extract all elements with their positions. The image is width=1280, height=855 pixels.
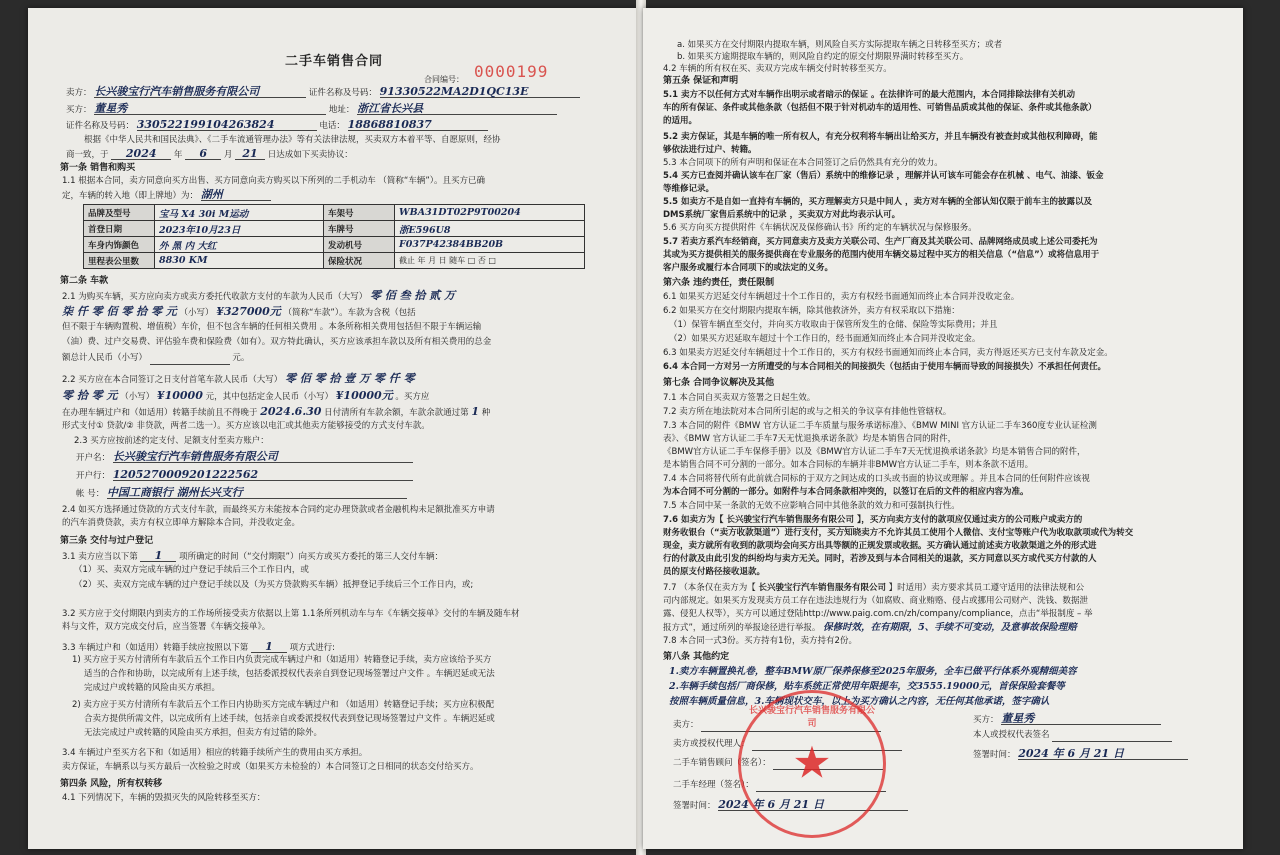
balance-deadline-label: 在办理车辆过户和（如适用）转籍手续前且不得晚于 <box>62 408 258 418</box>
payment-method-value: 1 <box>471 405 480 418</box>
deposit-label: 元，其中包括定金人民币（小写） <box>205 392 334 402</box>
account-number-value: 中国工商银行 湖州长兴支行 <box>107 487 407 499</box>
plate-value: 浙E596U8 <box>395 221 585 237</box>
contract-number-label: 合同编号： <box>424 75 464 84</box>
table-row <box>84 221 585 237</box>
section-7-heading: 第七条 合同争议解决及其他 <box>663 378 775 388</box>
clause-5-1-line-1: 5.1 卖方不以任何方式对车辆作出明示或者暗示的保证 。在法律许可的最大范围内，本合同排除法律有关机动 <box>663 90 1075 100</box>
price-lower-value: ¥327000元 <box>216 305 281 318</box>
clause-4-2: 4.2 车辆的所有权在买、卖双方完成车辆交付时转移至买方。 <box>663 64 892 74</box>
clause-2-1-line-1 <box>62 290 455 303</box>
seal-star-icon: ★ <box>792 737 832 789</box>
clause-3-3-1-line-1: 1) 买方应于买方付清所有车款后五个工作日内负责完成车辆过户和（如适用）转籍登记手续，卖方应该给予买方 <box>72 655 492 665</box>
account-name-row <box>76 451 413 464</box>
other-terms-line-2: 2.车辆手续包括厂商保修，贴车系统正常使用年限提车，交3555.19000元，首保保险套餐等 <box>669 681 1065 692</box>
clause-2-1-text-3: 但不限于车辆购置税、增值税）车价，但不包含车辆的任何相关费用 <box>62 322 318 332</box>
clause-7-4-line-2: 为本合同不可分割的一部分。如附件与本合同条款相冲突的，以签订在后的文件的相应内容为准。 <box>663 487 1029 497</box>
contract-number: 0000199 <box>474 62 549 81</box>
intro-day: 21 <box>235 148 265 160</box>
vin-key: 车架号 <box>324 205 395 221</box>
clause-7-6-line-5: 员的原支付路径接收退款。 <box>663 567 766 577</box>
other-terms-line-1: 1.卖方车辆置换礼卷，整车BMW原厂保养保修至2025年服务，全车已做平行体系外观精细美容 <box>669 666 1077 677</box>
clause-5-7-line-1: 5.7 若卖方系汽车经销商，买方同意卖方及卖方关联公司、生产厂商及其关联公司、品牌网络成员或上述公司委托为 <box>663 237 1098 247</box>
phone-value: 18868810837 <box>348 119 488 131</box>
balance-deadline-value: 2024.6.30 <box>260 405 322 418</box>
clause-3-1-option-2: （2）买、卖双方完成车辆的过户登记手续以及（为买方贷款购买车辆）抵押登记手续后三个工作日内，或; <box>74 580 474 590</box>
contract-page-right <box>643 8 1243 849</box>
insurance-key: 保险状况 <box>324 253 395 269</box>
seller-rep-label: 卖方或授权代理人： <box>673 739 750 749</box>
table-row <box>84 237 585 253</box>
reg-date-value: 2023年10月23日 <box>155 221 324 237</box>
buyer-date-row <box>973 748 1188 761</box>
clause-2-1-line-3 <box>62 322 481 333</box>
intro-prefix: 商一致，于 <box>66 150 109 160</box>
clause-7-1: 7.1 本合同自买卖双方签署之日起生效。 <box>663 393 816 403</box>
clause-2-1-line-2 <box>62 306 416 319</box>
deposit-value: ¥10000元 <box>335 389 393 402</box>
section-3-heading: 第三条 交付与过户登记 <box>60 536 154 546</box>
mileage-value: 8830 KM <box>155 253 324 269</box>
model-value: 宝马 X4 30i M运动 <box>155 205 324 221</box>
seller-label: 卖方： <box>66 88 92 98</box>
section-4-heading: 第四条 风险，所有权转移 <box>60 779 163 789</box>
clause-7-4-line-1: 7.4 本合同将替代所有此前就合同标的于双方之间达成的口头或书面的协议或理解 。并且本合同的任何附件应该视 <box>663 474 1090 484</box>
phone-label: 电话： <box>319 121 345 131</box>
clause-7-7-line-2: 司内部规定。如果买方发现卖方员工存在违法违规行为（如腐败、商业贿赂、侵占或挪用公司财产、洗钱、数据泄 <box>663 596 1089 606</box>
clause-2-1-line-4: （油）费、过户交易费、评估验车费和保险费（如有）。双方特此确认，买方应该承担车款以及所有相关费用的总金 <box>62 337 492 347</box>
clause-7-3-line-3: 《BMW官方认证二手车保修手册》以及《BMW官方认证二手车7天无忧退换承诺条款》均是本销售合同的附件， <box>663 447 1086 457</box>
clause-5-4-line-1: 5.4 买方已查阅并确认该车在厂家（售后）系统中的维修记录 ，理解并认可该车可能会存在机械 、电气、油漆、钣金 <box>663 171 1104 181</box>
seller-row <box>66 86 580 99</box>
clause-7-2: 7.2 卖方所在地法院对本合同所引起的或与之相关的争议享有排他性管辖权。 <box>663 407 952 417</box>
clause-2-1-line-5 <box>62 353 249 365</box>
clause-7-8: 7.8 本合同一式3份。买方持有1份，卖方持有2份。 <box>663 636 857 646</box>
clause-5-1-line-2: 车的所有保证、条件或其他条款（包括但不限于针对机动车的适用性、可销售品质或其他的保证、条件或其他条款） <box>663 103 1097 113</box>
clause-6-1: 6.1 如果买方迟延交付车辆超过十个工作日的，卖方有权经书面通知而终止本合同并没收定金。 <box>663 292 1020 302</box>
clause-4-1: 4.1 下列情况下，车辆的毁损灭失的风险转移至买方： <box>62 793 266 803</box>
intro-month: 6 <box>185 148 221 160</box>
clause-7-7-handwritten-note: 保修时效，在有期限，5、手续不可变动，及意事故保险理赔 <box>823 622 1077 633</box>
address-value: 浙江省长兴县 <box>357 103 557 115</box>
account-number-row <box>76 487 407 500</box>
clause-3-3-2-line-1: 2) 卖方应于买方付清所有车款后五个工作日内协助买方完成车辆过户和 （如适用）转籍登记手续；买方应积极配 <box>72 700 495 710</box>
clause-6-2-2: （2）如果买方迟延取车超过十个工作日的，经书面通知而终止本合同并没收定金。 <box>669 334 981 344</box>
clause-2-2-line-2 <box>62 390 429 403</box>
table-row <box>84 253 585 269</box>
buyer-row <box>66 103 557 116</box>
price-suffix: （简称“车款”）。车款为含税（包括 <box>283 308 416 318</box>
clause-5-5-line-2: DMS系统厂家售后系统中的记录 ，买卖双方对此均表示认可。 <box>663 210 901 220</box>
seller-date-value: 2024 年 6 月 21 日 <box>718 799 908 811</box>
engine-value: F037P42384BB20B <box>395 237 585 253</box>
clause-3-3-prefix: 3.3 车辆过户和（如适用）转籍手续应按照以下第 <box>62 643 249 653</box>
clause-5-4-line-2: 等维修记录。 <box>663 184 715 194</box>
clause-3-3-value: 1 <box>251 641 287 653</box>
price-lower-label: （小写） <box>179 308 214 318</box>
clause-3-3-2-line-3: 无法完成过户或转籍的风险由买方承担，但卖方有过错的除外。 <box>84 728 323 738</box>
total-amount-suffix: 元。 <box>232 353 250 363</box>
down-payment-lower-value: ¥10000 <box>156 389 203 402</box>
down-payment-label: 2.2 买方应在本合同签订之日支付首笔车款人民币（大写） <box>62 375 283 385</box>
company-seal-stamp <box>738 690 886 838</box>
clause-2-3: 2.3 买方应按前述约定支付、足额支付至卖方账户： <box>74 436 269 446</box>
reg-date-key: 首登日期 <box>84 221 155 237</box>
down-payment-upper-1: 零 佰 零 拾 壹 万 零 仟 零 <box>284 372 415 385</box>
intro-year-suffix: 年 <box>173 150 183 160</box>
clause-5-2-line-2: 够依法进行过户、转籍。 <box>663 145 757 155</box>
clause-7-6-line-4: 行的付款及由此引发的纠纷均与卖方无关。同时，若涉及到与本合同相关的退款，买方同意以买方或代买方付款的人 <box>663 554 1097 564</box>
insurance-value: 截止 年 月 日 随车 □ 否 □ <box>395 253 585 269</box>
seller-sign-label: 卖方： <box>673 720 699 730</box>
clause-3-1-suffix: 项所确定的时间（“交付期限”）向买方或买方委托的第三人交付车辆： <box>179 552 443 562</box>
other-terms-line-3: 按照车辆质量信息，3.车辆现状交车，以上为买方确认之内容，无任何其他承诺，签字确认 <box>669 696 1050 707</box>
clause-7-7-prefix: 7.7 （本条仅在卖方为【 <box>663 583 756 593</box>
clause-7-3-line-2: 表》、《BMW 官方认证二手车7天无忧退换承诺条款》均是本销售合同的附件， <box>663 434 957 444</box>
clause-3-3-suffix: 项方式进行: <box>289 643 336 653</box>
clause-3-3 <box>62 641 335 654</box>
intro-year: 2024 <box>111 148 171 160</box>
payment-method-suffix: 种 <box>481 408 491 418</box>
price-upper-value-1: 零 佰 叁 拾 贰 万 <box>369 289 456 302</box>
clause-7-6-line-1 <box>663 515 1082 527</box>
clause-3-3-1-line-3: 完成过户或转籍的风险由买方承担。 <box>84 683 221 693</box>
cert-value: 330522199104263824 <box>137 119 317 131</box>
clause-2-2-line-4: 形式支付① 贷款/② 非贷款，两者二选一）。买方应该以电汇或其他卖方能够接受的方式支付车款。 <box>62 421 430 431</box>
account-number-label: 帐 号： <box>76 489 105 499</box>
clause-5-5-line-1: 5.5 如卖方不是自如一直持有车辆的，买方理解卖方只是中间人 ，卖方对车辆的全部认知仅限于前车主的披露以及 <box>663 197 1092 207</box>
account-bank-label: 开户行： <box>76 471 111 481</box>
payment-method-label: 日付清所有车款余额，车款余款通过第 <box>324 408 469 418</box>
sales-consultant-label: 二手车销售顾问（签名）： <box>673 758 771 768</box>
clause-1-1-line-1: 1.1 根据本合同，卖方同意向买方出售、买方同意向卖方购买以下所列的二手机动车 （简称“车辆”）。且买方已确 <box>62 176 485 186</box>
intro-line-1: 根据《中华人民共和国民法典》、《二手车流通管理办法》等有关法律法规，买卖双方本着平等、自愿原则，经协 <box>84 135 501 145</box>
clause-5-3: 5.3 本合同项下的所有声明和保证在本合同签订之后仍然具有充分的效力。 <box>663 158 943 168</box>
clause-3-1-value: 1 <box>140 550 176 562</box>
clause-7-6-suffix: 】，买方向卖方支付的款项应仅通过卖方的公司账户或卖方的 <box>856 515 1083 525</box>
account-bank-value: 1205270009201222562 <box>113 469 413 481</box>
cert-label: 证件名称及号码： <box>66 121 135 131</box>
clause-6-3: 6.3 如果卖方迟延交付车辆超过十个工作日的，买方有权经书面通知而终止本合同，卖方得返还买方已支付车款及定金。 <box>663 348 1113 358</box>
deposit-suffix: 。买方应 <box>395 392 430 402</box>
seller-id-value: 91330522MA2D1QC13E <box>380 86 580 98</box>
clause-7-6-company: 长兴骏宝行汽车销售服务有限公司 <box>726 515 855 525</box>
total-amount-label: 额总计人民币（小写） <box>62 353 148 363</box>
vehicle-info-table <box>83 204 585 269</box>
seller-date-label: 签署时间： <box>673 801 716 811</box>
clause-2-1-text-3-end: 。本条所称相关费用包括但不限于车辆运输 <box>319 322 482 332</box>
clause-7-6-line-2: 财务收银台（“卖方收款渠道”）进行支付，买方知晓卖方不允许其员工使用个人微信、支付宝等账户代为收取款项或代为转交 <box>663 528 1134 538</box>
clause-2-4-line-1: 2.4 如买方选择通过贷款的方式支付车款，而最终买方未能按本合同约定办理贷款或者金融机构未足额批准买方申请 <box>62 505 495 515</box>
clause-7-3-line-4: 是本销售合同不可分割的一部分。如本合同标的车辆并非BMW官方认证二手车，则本条款不适用。 <box>663 460 1034 470</box>
buyer-sign-row <box>973 713 1161 726</box>
color-key: 车身内饰颜色 <box>84 237 155 253</box>
clause-4-1-b: b. 如果买方逾期提取车辆的，则风险自约定的原交付期限界满时转移至买方。 <box>677 52 969 62</box>
seal-text: 长兴骏宝行汽车销售服务有限公司 <box>748 706 875 729</box>
section-5-heading: 第五条 保证和声明 <box>663 76 739 86</box>
clause-3-2-line-1: 3.2 买方应于交付期限内到卖方的工作场所接受卖方依据以上第 1.1条所列机动车与车《车辆交接单》交付的车辆及随车材 <box>62 609 520 619</box>
clause-7-7-suffix: 】时适用）卖方要求其员工遵守适用的法律法规和公 <box>888 583 1085 593</box>
clause-7-7-line-3: 露、侵犯人权等），买方可以通过登陆http://www.paig.com.cn/zh/company/compliance，点击“举报制度 – 举 <box>663 609 1093 619</box>
buyer-date-value: 2024 年 6 月 21 日 <box>1018 748 1188 760</box>
buyer-value: 董星秀 <box>94 103 326 115</box>
transfer-location-value: 湖州 <box>201 189 271 201</box>
account-bank-row <box>76 469 413 482</box>
plate-key: 车牌号 <box>324 221 395 237</box>
clause-7-7-line-4 <box>663 622 1077 634</box>
price-upper-label: 2.1 为购买车辆，买方应向卖方或卖方委托代收款方支付的车款为人民币（大写） <box>62 292 368 302</box>
buyer-date-label: 签署时间： <box>973 750 1016 760</box>
color-value: 外 黑 内 大红 <box>155 237 324 253</box>
down-payment-lower-label: （小写） <box>120 392 155 402</box>
mileage-key: 里程表公里数 <box>84 253 155 269</box>
clause-7-3-line-1: 7.3 本合同的附件《BMW 官方认证二手车质量与服务承诺标准》、《BMW MINI 官方认证二手车360度专业认证检测 <box>663 421 1097 431</box>
clause-4-1-a: a. 如果买方在交付期限内提取车辆，则风险自买方实际提取车辆之日转移至买方；或者 <box>677 40 1003 50</box>
intro-line-2 <box>66 148 353 161</box>
clause-5-1-line-3: 的适用。 <box>663 116 698 126</box>
buyer-signature: 董星秀 <box>1001 713 1161 725</box>
section-6-heading: 第六条 违约责任，责任限制 <box>663 278 775 288</box>
price-upper-value-2: 柒 仟 零 佰 零 拾 零 元 <box>62 305 177 318</box>
clause-7-7-company: 长兴骏宝行汽车销售服务有限公司 <box>758 583 886 593</box>
seller-value: 长兴骏宝行汽车销售服务有限公司 <box>94 86 306 98</box>
clause-6-2-1: （1）保管车辆直至交付，并向买方收取由于保管所发生的仓储、保险等实际费用；并且 <box>669 320 998 330</box>
intro-suffix: 日达成如下买卖协议： <box>267 150 353 160</box>
clause-2-2-line-1 <box>62 373 415 386</box>
cert-row <box>66 119 488 132</box>
down-payment-upper-2: 零 拾 零 元 <box>62 389 118 402</box>
clause-7-7-line-1 <box>663 583 1084 594</box>
buyer-rep-row <box>973 730 1172 742</box>
clause-7-6-prefix: 7.6 如卖方为【 <box>663 515 724 525</box>
contract-page-left <box>28 8 640 849</box>
clause-7-7-text-4: 报方式”，通过所列的举报途径进行举报。 <box>663 623 821 633</box>
clause-3-3-2-line-2: 合卖方提供所需文件，以完成所有上述手续，包括亲自或委派授权代表到登记现场签署过户文件 。车辆迟延或 <box>84 714 495 724</box>
clause-3-1-option-1: （1）买、卖双方完成车辆的过户登记手续后三个工作日内，或 <box>74 565 309 575</box>
section-1-heading: 第一条 销售和购买 <box>60 163 136 173</box>
clause-1-1-line-2 <box>62 189 271 202</box>
clause-6-4: 6.4 本合同一方对另一方所遭受的与本合同相关的间接损失（包括由于使用车辆而导致的间接损失）不承担任何责任。 <box>663 362 1107 372</box>
account-name-label: 开户名： <box>76 453 111 463</box>
clause-3-1-prefix: 3.1 卖方应当以下第 <box>62 552 138 562</box>
buyer-rep-label: 本人或授权代表签名 <box>973 730 1050 740</box>
clause-7-6-line-3: 现金，卖方就所有收到的款项均会向买方出具等额的正规发票或收据。买方确认通过前述卖方收款渠道之外的形式进 <box>663 541 1097 551</box>
clause-3-2-line-2: 料与文件，双方完成交付后，应当签署《车辆交接单》。 <box>62 622 271 632</box>
address-label: 地址： <box>328 105 355 115</box>
transfer-location-label: 定，车辆的转入地（即上牌地）为： <box>62 191 199 201</box>
seller-id-label: 证件名称及号码： <box>308 88 377 98</box>
clause-5-7-line-3: 客户服务或履行本合同项下的或法定的义务。 <box>663 263 834 273</box>
clause-5-7-line-2: 其或为买方提供相关的服务提供商在专业服务的范围内使用车辆交易过程中买方的相关信息（“信息”）或将信息用于 <box>663 250 1100 260</box>
table-row <box>84 205 585 221</box>
engine-key: 发动机号 <box>324 237 395 253</box>
clause-6-2: 6.2 如果买方在交付期限内提取车辆，除其他救济外，卖方有权采取以下措施： <box>663 306 960 316</box>
clause-5-6: 5.6 买方向买方提供附件《车辆状况及保修确认书》所约定的车辆状况与保修服务。 <box>663 223 977 233</box>
document-title: 二手车销售合同 <box>284 54 383 69</box>
model-key: 品牌及型号 <box>84 205 155 221</box>
vin-value: WBA31DT02P9T00204 <box>395 205 585 221</box>
clause-2-4-line-2: 的汽车消费贷款，卖方有权立即单方解除本合同，并没收定金。 <box>62 518 301 528</box>
manager-label: 二手车经理（签名）： <box>673 780 754 790</box>
clause-5-2-line-1: 5.2 卖方保证，其是车辆的唯一所有权人，有充分权利将车辆出让给买方，并且车辆没有被查封或其他权利障碍，能 <box>663 132 1098 142</box>
clause-3-4-line-2: 卖方保证，车辆系以与买方最后一次检验之时或（如果买方未检验的）本合同签订之日相同的状态交付给买方。 <box>62 762 479 772</box>
section-2-heading: 第二条 车款 <box>60 276 109 286</box>
clause-3-4-line-1: 3.4 车辆过户至买方名下和（如适用）相应的转籍手续所产生的费用由买方承担。 <box>62 748 368 758</box>
clause-3-1 <box>62 550 443 563</box>
account-name-value: 长兴骏宝行汽车销售服务有限公司 <box>113 451 413 463</box>
clause-7-5: 7.5 本合同中某一条款的无效不应影响合同中其他条款的效力和可强制执行性。 <box>663 501 960 511</box>
section-8-heading: 第八条 其他约定 <box>663 652 730 662</box>
buyer-sign-label: 买方： <box>973 715 999 725</box>
buyer-label: 买方： <box>66 105 92 115</box>
intro-month-suffix: 月 <box>223 150 233 160</box>
clause-2-2-line-3 <box>62 406 490 419</box>
clause-3-3-1-line-2: 适当的合作和协助，以完成所有上述手续，包括委派授权代表亲自到登记现场签署过户文件 。车辆迟延或无法 <box>84 669 495 679</box>
